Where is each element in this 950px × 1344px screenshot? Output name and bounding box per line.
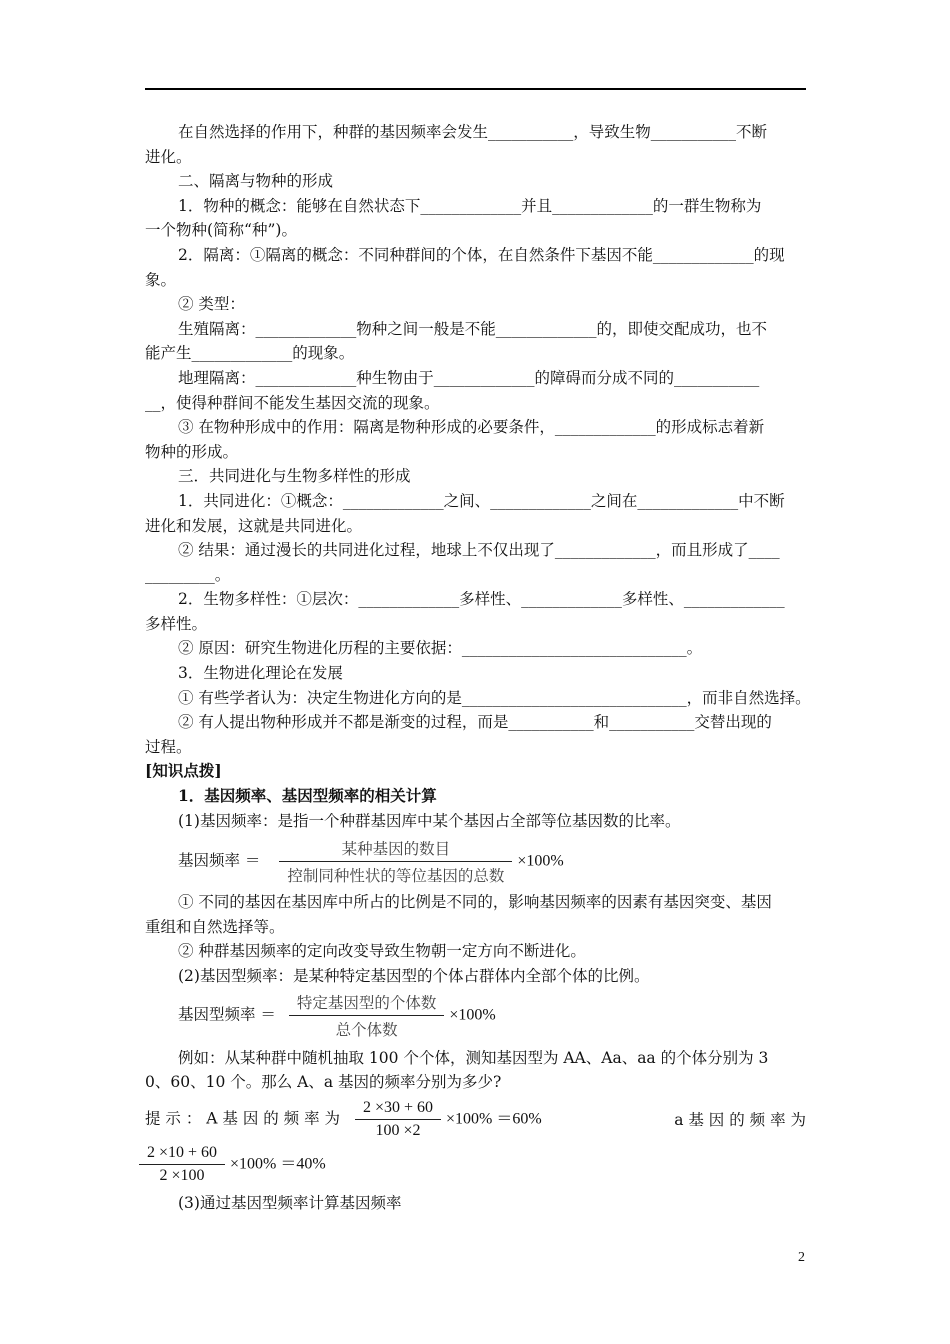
text-line: __，使得种群间不能发生基因交流的现象。 <box>145 393 440 412</box>
subsection-heading: 1．基因频率、基因型频率的相关计算 <box>178 786 437 806</box>
hint-b-denominator: 2 ×100 <box>159 1166 205 1184</box>
text-line: 物种的形成。 <box>145 442 239 461</box>
formula-label: 基因型频率 ＝ <box>178 1005 276 1024</box>
text-line: 象。 <box>145 270 177 289</box>
text-line: ② 有人提出物种形成并不都是渐变的过程，而是___________和___________交替出现的 <box>178 713 772 732</box>
text-line: ③ 在物种形成中的作用：隔离是物种形成的必要条件，_____________的形成标志着新 <box>178 418 765 437</box>
hint-b-result: ×100% ＝40% <box>229 1155 326 1173</box>
formula-fraction <box>279 837 512 886</box>
text-line: 重组和自然选择等。 <box>145 917 285 936</box>
text-line: ① 有些学者认为：决定生物进化方向的是_____________________________，而非自然选择。 <box>178 688 811 707</box>
text-line: _________。 <box>145 565 231 584</box>
text-line: 进化。 <box>145 147 192 166</box>
text-line: 能产生_____________的现象。 <box>145 344 355 363</box>
text-line: ② 原因：研究生物进化历程的主要依据：_____________________________。 <box>178 639 703 658</box>
document-body <box>145 120 811 1215</box>
hint-line <box>145 1099 806 1140</box>
text-line: 2．隔离：①隔离的概念：不同种群间的个体，在自然条件下基因不能_____________的现 <box>178 245 785 264</box>
knowledge-tag: [知识点拨] <box>145 761 222 781</box>
text-line: 1．物种的概念：能够在自然状态下_____________并且_____________的一群生物称为 <box>178 196 762 215</box>
text-line: 过程。 <box>145 737 192 756</box>
hint-b-fraction <box>139 1144 225 1185</box>
text-line: 在自然选择的作用下，种群的基因频率会发生___________，导致生物___________不断 <box>178 123 768 141</box>
text-line: 多样性。 <box>145 614 208 633</box>
formula-label: 基因频率 ＝ <box>178 851 261 870</box>
text-line: ② 结果：通过漫长的共同进化过程，地球上不仅出现了_____________，而且形成了____ <box>178 541 780 560</box>
gene-frequency-formula <box>145 837 806 886</box>
text-line: ② 类型： <box>178 295 245 314</box>
formula-denominator: 控制同种性状的等位基因的总数 <box>287 867 505 886</box>
formula-numerator: 特定基因型的个体数 <box>289 991 445 1016</box>
text-line: ① 不同的基因在基因库中所占的比例是不同的，影响基因频率的因素有基因突变、基因 <box>178 893 772 912</box>
text-line: ② 种群基因频率的定向改变导致生物朝一定方向不断进化。 <box>178 942 586 961</box>
hint-a-result: ×100% ＝60% <box>445 1110 542 1128</box>
text-line: 例如：从某种群中随机抽取 100 个个体，测知基因型为 AA、Aa、aa 的个体分别为 3 <box>178 1048 769 1067</box>
hint-b-label: a 基 因 的 频 率 为 <box>674 1111 806 1130</box>
section-heading: 二、隔离与物种的形成 <box>178 172 334 191</box>
text-line: (3)通过基因型频率计算基因频率 <box>178 1193 402 1212</box>
header-rule <box>145 88 806 90</box>
formula-numerator: 某种基因的数目 <box>279 837 512 862</box>
hint-a-numerator: 2 ×30 + 60 <box>355 1099 441 1120</box>
text-line: 地理隔离：_____________种生物由于_____________的障碍而分成不同的___________ <box>178 368 760 387</box>
hint-a-denominator: 100 ×2 <box>375 1121 421 1139</box>
hint-label-text: 提 示 ： A 基 因 的 频 率 为 <box>145 1109 341 1128</box>
text-line: 进化和发展，这就是共同进化。 <box>145 516 363 535</box>
text-line: 生殖隔离：_____________物种之间一般是不能_____________的，即使交配成功，也不 <box>178 319 768 338</box>
text-line: (2)基因型频率：是某种特定基因型的个体占群体内全部个体的比例。 <box>178 967 650 985</box>
hint-b-numerator: 2 ×10 + 60 <box>139 1144 225 1165</box>
formula-suffix: ×100% <box>449 1006 496 1024</box>
text-line: (1)基因频率：是指一个种群基因库中某个基因占全部等位基因数的比率。 <box>178 811 681 830</box>
text-line: 2．生物多样性：①层次：_____________多样性、_____________多样性、_____________ <box>178 590 785 609</box>
formula-denominator: 总个体数 <box>335 1020 398 1039</box>
text-line: 3．生物进化理论在发展 <box>178 664 343 683</box>
hint-b-formula <box>145 1144 806 1185</box>
section-heading: 三．共同进化与生物多样性的形成 <box>178 467 411 486</box>
formula-fraction <box>289 991 445 1040</box>
page-number: 2 <box>798 1250 805 1265</box>
text-line: 0、60、10 个。那么 A、a 基因的频率分别为多少? <box>145 1073 502 1092</box>
text-line: 1．共同进化：①概念：_____________之间、_____________之间在_____________中不断 <box>178 491 785 510</box>
text-line: 一个物种(简称“种”)。 <box>145 221 297 240</box>
formula-suffix: ×100% <box>517 852 564 870</box>
hint-label <box>145 1099 542 1140</box>
genotype-frequency-formula <box>145 991 806 1040</box>
hint-a-fraction <box>355 1099 441 1140</box>
